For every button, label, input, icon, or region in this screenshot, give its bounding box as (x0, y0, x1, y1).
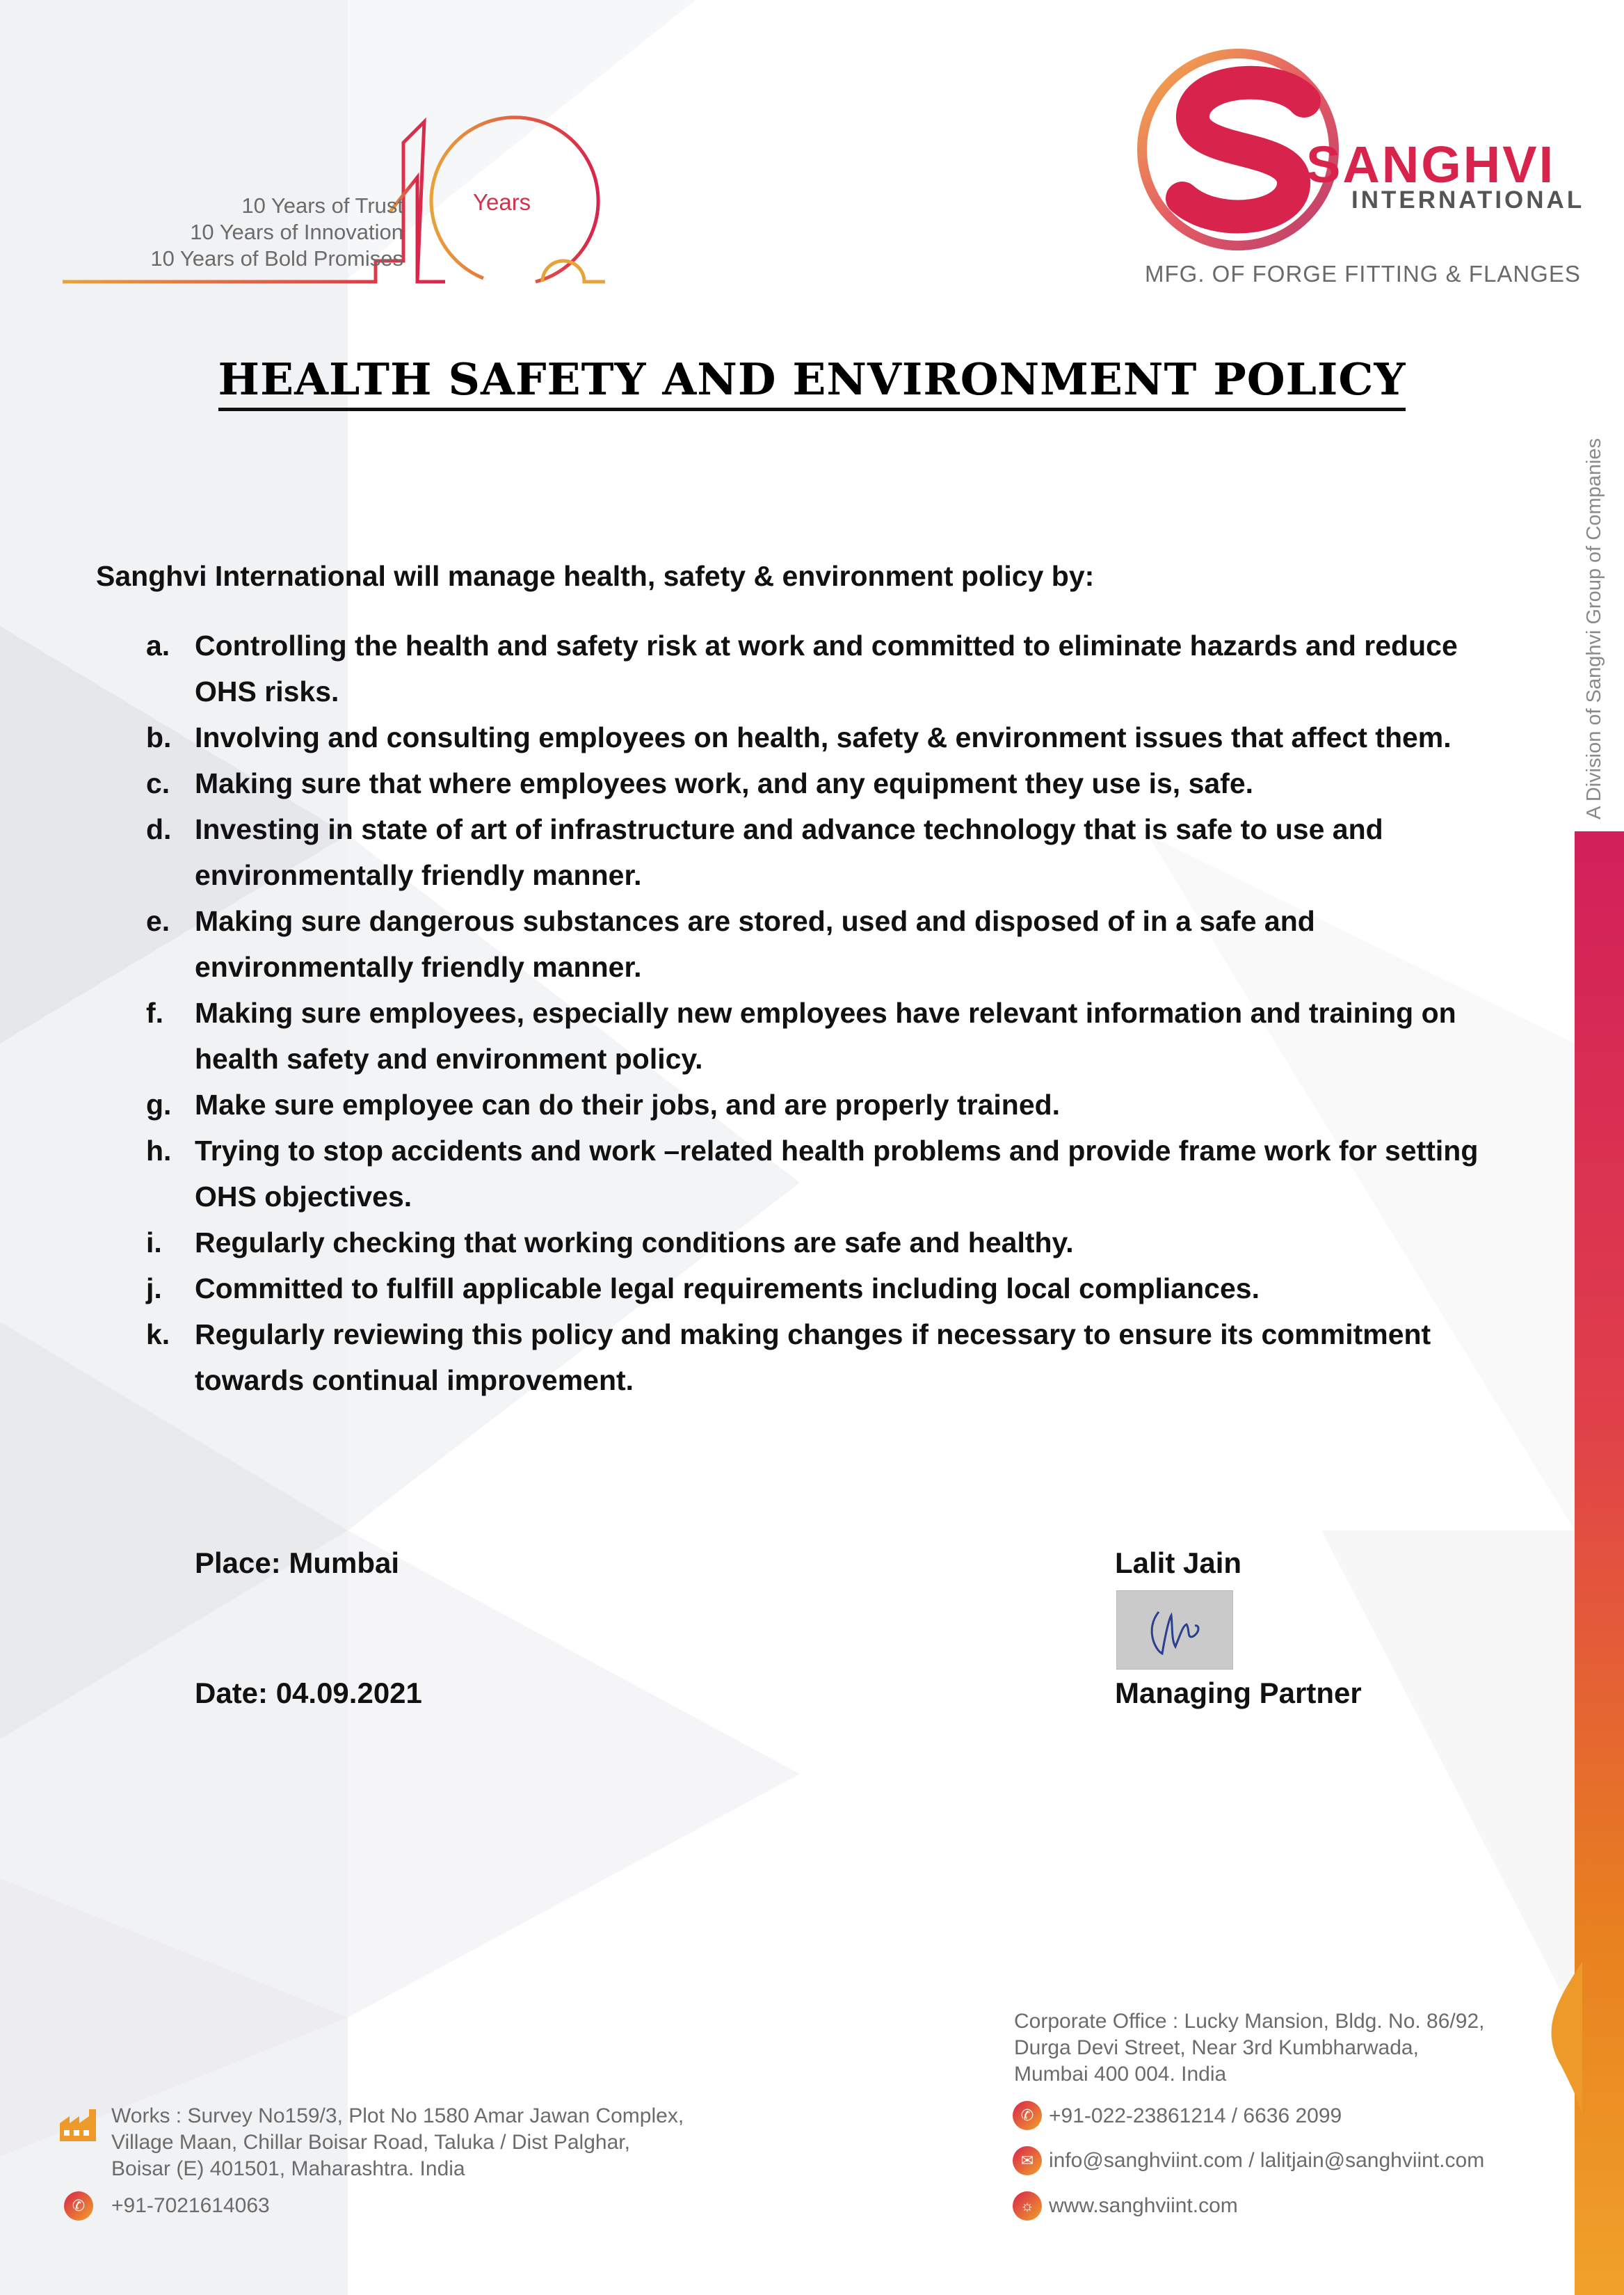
side-division-text: A Division of Sanghvi Group of Companies (1583, 438, 1605, 819)
corporate-phone: +91-022-23861214 / 6636 2099 (1049, 2104, 1342, 2127)
email-icon: ✉ (1013, 2146, 1042, 2175)
years-label: Years (473, 189, 531, 215)
brand-subtitle: INTERNATIONAL (1351, 186, 1585, 214)
side-wave-shape (1541, 1962, 1582, 2115)
phone-icon: ✆ (1013, 2101, 1042, 2130)
page-title: HEALTH SAFETY AND ENVIRONMENT POLICY (0, 353, 1624, 405)
policy-list (139, 623, 1502, 1403)
website-link[interactable]: www.sanghviint.com (1049, 2194, 1238, 2217)
policy-item-k: k. Regularly reviewing this policy and making changes if necessary to ensure its commitment towards continual improvement. (146, 1318, 1431, 1396)
brand-logo (1134, 45, 1585, 296)
policy-item-g: g. Make sure employee can do their jobs, and are properly trained. (146, 1089, 1061, 1121)
signatory-title: Managing Partner (1115, 1677, 1362, 1709)
policy-item-a: a. Controlling the health and safety risk at work and committed to eliminate hazards and reduce OHS risks. (146, 630, 1458, 707)
policy-item-i: i. Regularly checking that working conditions are safe and healthy. (146, 1226, 1074, 1258)
policy-intro: Sanghvi International will manage health, safety & environment policy by: (96, 560, 1095, 592)
factory-icon (58, 2108, 100, 2143)
policy-item-d: d. Investing in state of art of infrastructure and advance technology that is safe to use and environmentally friendly manner. (146, 813, 1383, 891)
brand-tagline: MFG. OF FORGE FITTING & FLANGES (1145, 261, 1581, 287)
anniversary-tagline: 10 Years of Trust 10 Years of Innovation 10 Years of Bold Promises (150, 193, 403, 271)
brand-name: SANGHVI (1306, 136, 1556, 193)
policy-item-j: j. Committed to fulfill applicable legal requirements including local compliances. (146, 1272, 1260, 1304)
works-phone: +91-7021614063 (111, 2194, 270, 2217)
corporate-address: Corporate Office : Lucky Mansion, Bldg. No. 86/92, Durga Devi Street, Near 3rd Kumbharwada, Mumbai 400 004. India (1014, 2010, 1485, 2086)
signature-image (1116, 1590, 1233, 1670)
policy-item-f: f. Making sure employees, especially new employees have relevant information and training on health safety and environment policy. (146, 997, 1456, 1075)
works-address: Works : Survey No159/3, Plot No 1580 Amar Jawan Complex, Village Maan, Chillar Boisar Road, Taluka / Dist Palghar, Boisar (E) 401501, Maharashtra. India (111, 2104, 684, 2180)
email-link[interactable]: info@sanghviint.com / lalitjain@sanghviint.com (1049, 2149, 1485, 2172)
place-label: Place: Mumbai (195, 1546, 400, 1579)
signatory-name: Lalit Jain (1115, 1546, 1242, 1579)
policy-item-b: b. Involving and consulting employees on health, safety & environment issues that affect them. (146, 721, 1452, 753)
policy-item-h: h. Trying to stop accidents and work –related health problems and provide frame work for setting OHS objectives. (146, 1135, 1479, 1213)
anniversary-logo (56, 115, 612, 296)
globe-icon: ☼ (1013, 2191, 1042, 2221)
policy-item-e: e. Making sure dangerous substances are stored, used and disposed of in a safe and environmentally friendly manner. (146, 905, 1315, 983)
phone-icon: ✆ (64, 2191, 93, 2221)
policy-item-c: c. Making sure that where employees work, and any equipment they use is, safe. (146, 767, 1254, 799)
date-label: Date: 04.09.2021 (195, 1677, 422, 1709)
